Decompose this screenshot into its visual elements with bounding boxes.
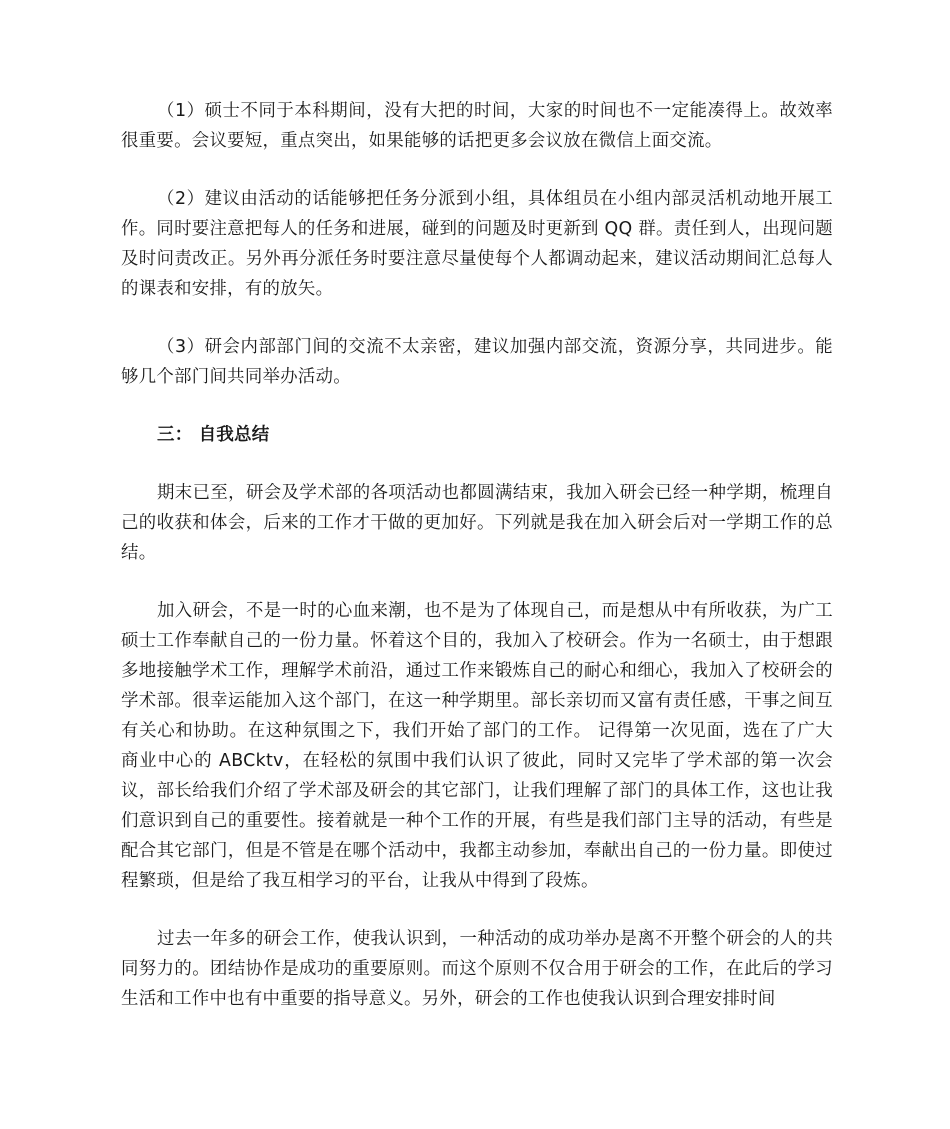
summary-paragraph-2: 加入研会，不是一时的心血来潮，也不是为了体现自己，而是想从中有所收获，为广工硕士工作奉献自己的一份力量。怀着这个目的，我加入了校研会。作为一名硕士，由于想跟多地接触学术工作，理解学术前沿，通过工作来锻炼自己的耐心和细心，我加入了校研会的学术部。很幸运能加入这个部门，在这一种学期里。部长亲切而又富有责任感，干事之间互有关心和协助。在这种氛围之下，我们开始了部门的工作。 记得第一次见面，选在了广大商业中心的 ABCktv，在轻松的氛围中我们认识了彼此，同时又完毕了学术部的第一次会议，部长给我们介绍了学术部及研会的其它部门，让我们理解了部门的具体工作，这也让我们意识到自己的重要性。接着就是一种个工作的开展，有些是我们部门主导的活动，有些是配合其它部门，但是不管是在哪个活动中，我都主动参加，奉献出自己的一份力量。即使过程繁琐，但是给了我互相学习的平台，让我从中得到了段炼。 bbox=[121, 601, 833, 891]
summary-paragraph-1: 期末已至，研会及学术部的各项活动也都圆满结束，我加入研会已经一种学期，梳理自己的收获和体会，后来的工作才干做的更加好。下列就是我在加入研会后对一学期工作的总结。 bbox=[121, 483, 833, 563]
section-heading: 三： 自我总结 bbox=[157, 425, 270, 445]
suggestion-paragraph-3: （3）研会内部部门间的交流不太亲密，建议加强内部交流，资源分享，共同进步。能够几个部门间共同举办活动。 bbox=[121, 337, 833, 387]
suggestion-paragraph-1: （1）硕士不同于本科期间，没有大把的时间，大家的时间也不一定能凑得上。故效率很重要。会议要短，重点突出，如果能够的话把更多会议放在微信上面交流。 bbox=[121, 101, 833, 151]
document-body bbox=[121, 96, 833, 1014]
summary-paragraph-3: 过去一年多的研会工作，使我认识到，一种活动的成功举办是离不开整个研会的人的共同努力的。团结协作是成功的重要原则。而这个原则不仅合用于研会的工作，在此后的学习生活和工作中也有中重要的指导意义。另外，研会的工作也使我认识到合理安排时间 bbox=[121, 929, 833, 1009]
suggestion-paragraph-2: （2）建议由活动的话能够把任务分派到小组，具体组员在小组内部灵活机动地开展工作。同时要注意把每人的任务和进展，碰到的问题及时更新到 QQ 群。责任到人，出现问题及时问责改正。另外再分派任务时要注意尽量使每个人都调动起来，建议活动期间汇总每人的课表和安排，有的放矢。 bbox=[121, 189, 833, 299]
